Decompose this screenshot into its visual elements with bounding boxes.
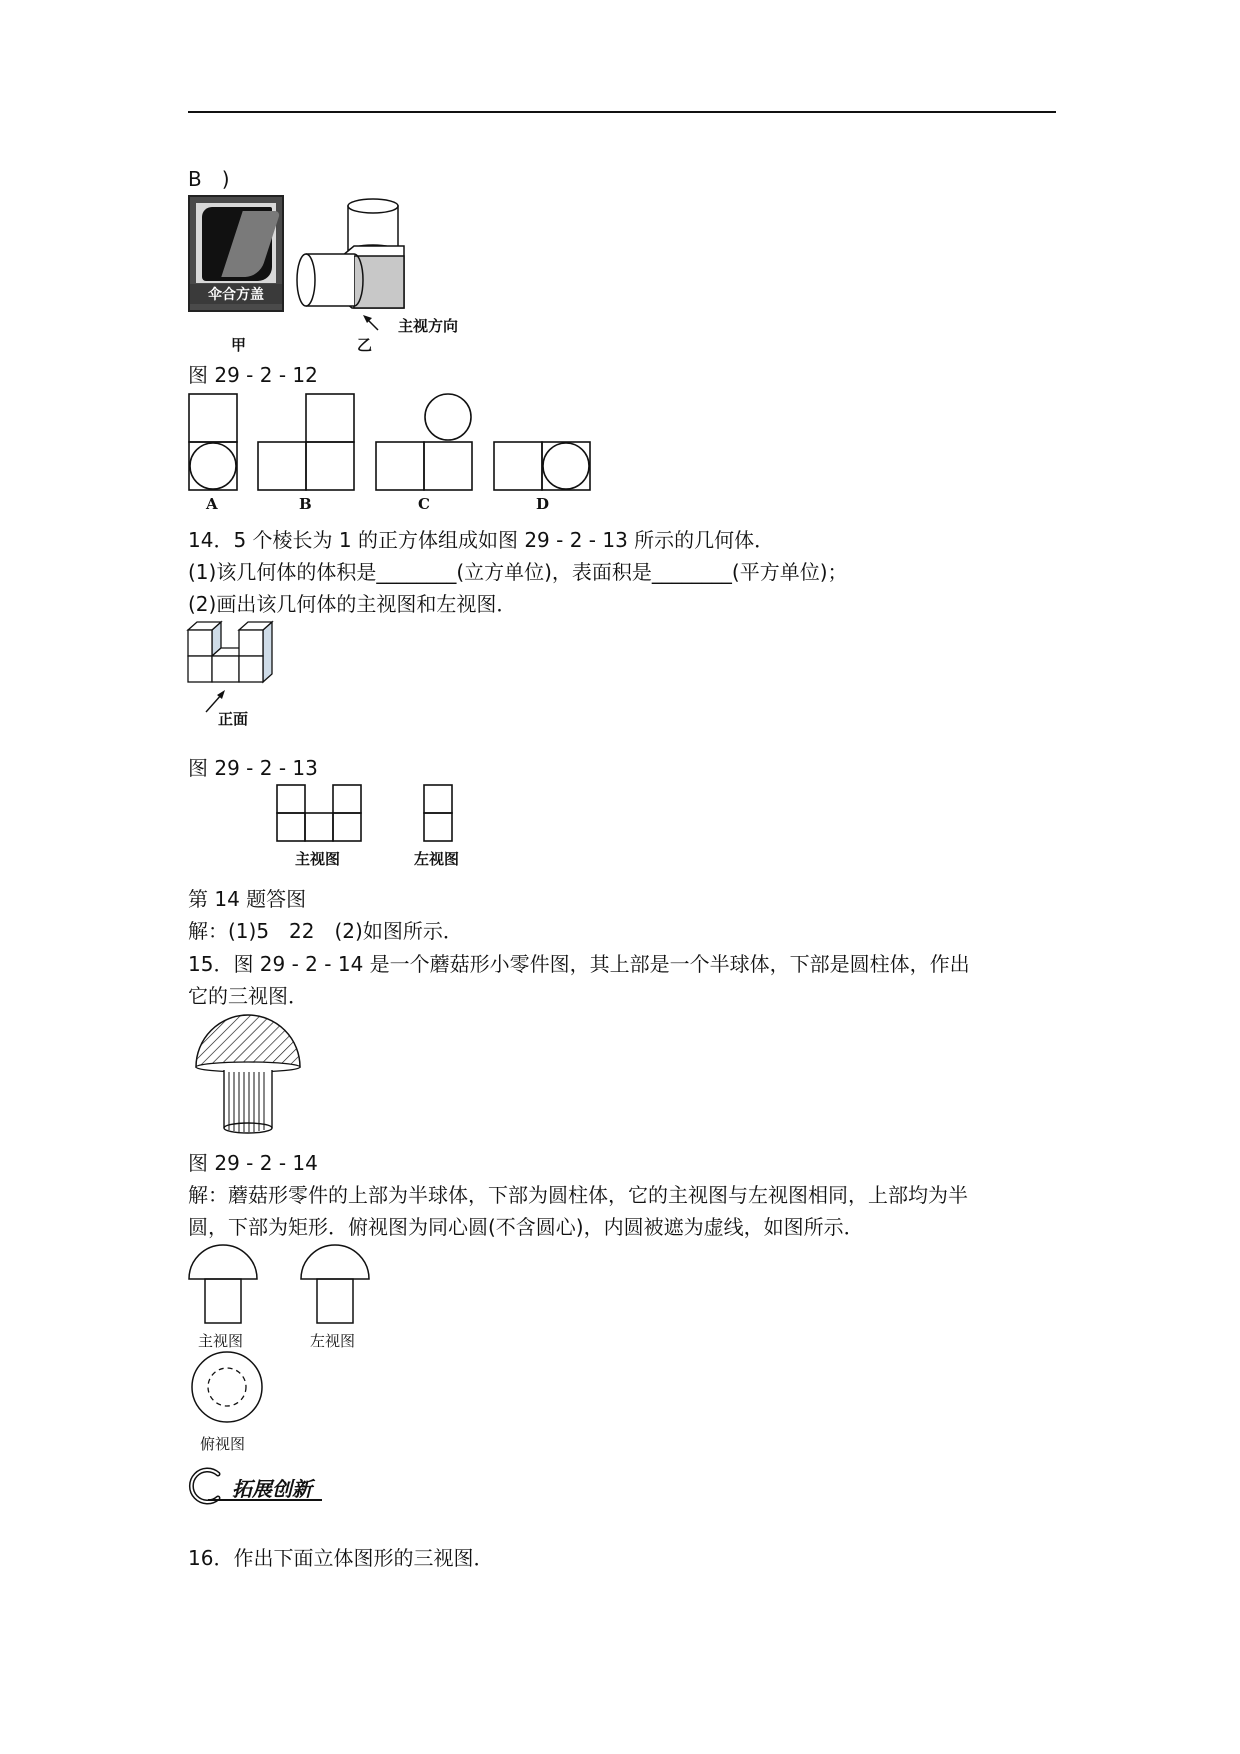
figure-caption-14: 图 29 - 2 - 14: [188, 1151, 318, 1175]
answer-15-front-view: [188, 1244, 260, 1326]
answer-choice-line: B ): [188, 167, 230, 191]
question-16: 16．作出下面立体图形的三视图．: [188, 1546, 494, 1570]
answer-15-line-1: 解：蘑菇形零件的上部为半球体，下部为圆柱体，它的主视图与左视图相同，上部均为半: [188, 1183, 968, 1207]
label-jia: 甲: [231, 336, 247, 354]
answer-14-views: [276, 784, 456, 844]
figure-caption-13: 图 29 - 2 - 13: [188, 756, 318, 780]
left-view-label-14: 左视图: [414, 850, 460, 868]
question-15-line-1: 15．图 29 - 2 - 14 是一个蘑菇形小零件图，其上部是一个半球体，下部是圆柱体，作出: [188, 952, 970, 976]
left-view-label-15: 左视图: [310, 1332, 356, 1350]
top-view-label-15: 俯视图: [200, 1435, 246, 1453]
answer-15-left-view: [300, 1244, 372, 1326]
option-c-label: C: [418, 495, 430, 513]
question-14-part-1: (1)该几何体的体积是________(立方单位)，表面积是________(平方单位)；: [188, 560, 848, 584]
cube-solid-figure: [188, 620, 288, 720]
section-title: 拓展创新: [232, 1477, 312, 1501]
answer-14-title: 第 14 题答图: [188, 887, 307, 911]
option-d-label: D: [536, 495, 550, 513]
mushroom-figure: [194, 1012, 304, 1138]
header-rule: [188, 111, 1056, 113]
question-15-line-2: 它的三视图．: [188, 984, 308, 1008]
option-a-label: A: [206, 495, 218, 513]
figure-caption-12: 图 29 - 2 - 12: [188, 363, 318, 387]
main-view-label-14: 主视图: [295, 850, 341, 868]
view-direction-label: 主视方向: [398, 317, 459, 335]
main-view-label-15: 主视图: [198, 1332, 244, 1350]
photo-box-figure: [188, 195, 284, 312]
option-b-label: B: [299, 495, 312, 513]
answer-15-top-view: [190, 1350, 264, 1424]
box-label: 伞合方盖: [190, 284, 282, 304]
question-14: 14．5 个棱长为 1 的正方体组成如图 29 - 2 - 13 所示的几何体．: [188, 528, 775, 552]
front-label: 正面: [218, 710, 249, 728]
answer-14: 解：(1)5 22 (2)如图所示．: [188, 919, 463, 943]
question-14-part-2: (2)画出该几何体的主视图和左视图．: [188, 592, 517, 616]
label-yi: 乙: [357, 336, 373, 354]
option-views-figure: [188, 392, 598, 492]
answer-15-line-2: 圆，下部为矩形．俯视图为同心圆(不含圆心)，内圆被遮为虚线，如图所示．: [188, 1215, 864, 1239]
